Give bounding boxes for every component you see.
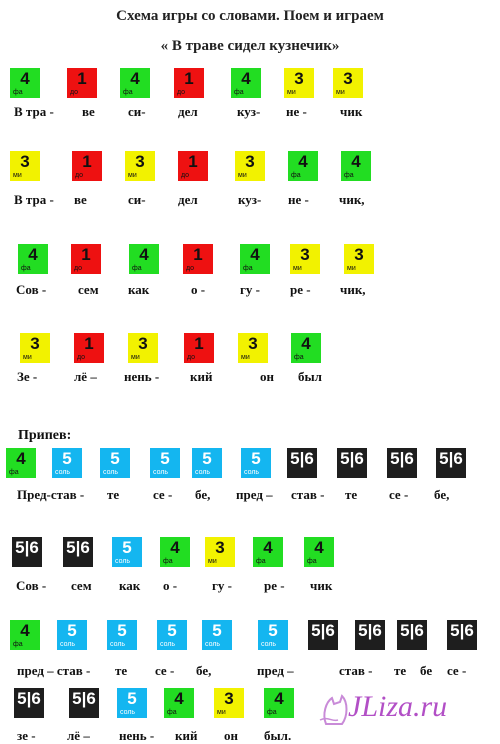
note-number: 5|6: [358, 621, 382, 640]
note-number: 5: [117, 621, 127, 640]
lyric-syllable: став -: [291, 487, 325, 502]
note-card: [355, 620, 385, 650]
note-number: 1: [81, 245, 91, 264]
note-card: [184, 333, 214, 363]
lyric-syllable: бе,: [195, 487, 211, 502]
note-number: 5|6: [390, 449, 414, 468]
lyric-syllable: чик,: [340, 282, 366, 297]
note-number: 5: [110, 449, 120, 468]
note-number: 3: [300, 245, 310, 264]
lyric-syllable: о -: [163, 578, 178, 593]
note-number: 5|6: [290, 449, 314, 468]
lyric-syllable: о -: [191, 282, 206, 297]
note-card: [74, 333, 104, 363]
note-card: [6, 448, 36, 478]
note-card: [333, 68, 363, 98]
note-name: ми: [131, 354, 140, 361]
note-name: ми: [128, 172, 137, 179]
note-number: 4: [263, 538, 273, 557]
note-card: [341, 151, 371, 181]
note-card: [164, 688, 194, 718]
note-number: 5: [122, 538, 132, 557]
lyric-syllable: лё –: [67, 728, 90, 743]
note-name: ми: [336, 89, 345, 96]
note-number: 4: [241, 69, 251, 88]
note-name: до: [74, 265, 82, 272]
note-name: соль: [160, 641, 176, 648]
lyric-syllable: гу -: [212, 578, 232, 593]
note-name: фа: [163, 558, 173, 565]
lyric-syllable: сем: [71, 578, 92, 593]
note-name: ми: [208, 558, 217, 565]
note-name: соль: [103, 469, 119, 476]
note-card: [240, 244, 270, 274]
lyric-syllable: не -: [286, 104, 307, 119]
lyric-syllable: те: [115, 663, 128, 678]
note-number: 5: [202, 449, 212, 468]
note-number: 3: [294, 69, 304, 88]
note-name: фа: [294, 354, 304, 361]
note-number: 4: [351, 152, 361, 171]
note-number: 3: [30, 334, 40, 353]
lyric-syllable: гу -: [240, 282, 260, 297]
note-name: соль: [115, 558, 131, 565]
lyric-syllable: се -: [389, 487, 409, 502]
lyric-syllable: он: [224, 728, 238, 743]
note-name: фа: [132, 265, 142, 272]
note-name: до: [70, 89, 78, 96]
page-title: Схема игры со словами. Поем и играем: [116, 8, 384, 24]
note-card: [205, 537, 235, 567]
note-card: [117, 688, 147, 718]
note-number: 5: [251, 449, 261, 468]
note-card: [183, 244, 213, 274]
song-title: « В траве сидел кузнечик»: [160, 38, 340, 54]
note-number: 3: [354, 245, 364, 264]
lyric-syllable: се -: [155, 663, 175, 678]
lyric-syllable: лё –: [74, 369, 97, 384]
lyric-syllable: куз-: [237, 104, 261, 119]
note-name: до: [187, 354, 195, 361]
note-name: до: [75, 172, 83, 179]
note-number: 4: [298, 152, 308, 171]
note-number: 3: [245, 152, 255, 171]
note-name: фа: [243, 265, 253, 272]
note-name: ми: [13, 172, 22, 179]
note-number: 3: [215, 538, 225, 557]
note-card: [178, 151, 208, 181]
note-number: 4: [16, 449, 26, 468]
lyric-syllable: чик: [340, 104, 363, 119]
note-number: 4: [170, 538, 180, 557]
note-card: [128, 333, 158, 363]
lyric-syllable: пред –: [236, 487, 273, 502]
note-number: 1: [188, 152, 198, 171]
note-card: [235, 151, 265, 181]
note-card: [264, 688, 294, 718]
lyric-syllable: чик,: [339, 192, 365, 207]
lyric-syllable: бе,: [196, 663, 212, 678]
lyric-syllable: Пред-став -: [17, 487, 85, 502]
note-name: соль: [120, 709, 136, 716]
note-card: [10, 68, 40, 98]
note-card: [120, 68, 150, 98]
lyric-syllable: как: [119, 578, 141, 593]
note-card: [387, 448, 417, 478]
note-card: [192, 448, 222, 478]
note-card: [107, 620, 137, 650]
note-card: [10, 151, 40, 181]
note-name: ми: [287, 89, 296, 96]
note-card: [344, 244, 374, 274]
note-card: [72, 151, 102, 181]
note-card: [436, 448, 466, 478]
note-number: 5: [160, 449, 170, 468]
note-card: [288, 151, 318, 181]
note-card: [157, 620, 187, 650]
note-name: фа: [291, 172, 301, 179]
note-name: фа: [13, 641, 23, 648]
note-card: [150, 448, 180, 478]
lyric-syllable: В тра -: [14, 192, 54, 207]
lyric-syllable: не -: [288, 192, 309, 207]
note-card: [308, 620, 338, 650]
note-number: 5: [127, 689, 137, 708]
note-name: соль: [60, 641, 76, 648]
note-number: 4: [28, 245, 38, 264]
note-card: [12, 537, 42, 567]
note-number: 1: [194, 334, 204, 353]
note-number: 3: [248, 334, 258, 353]
note-card: [304, 537, 334, 567]
note-number: 1: [193, 245, 203, 264]
note-number: 3: [138, 334, 148, 353]
note-name: фа: [256, 558, 266, 565]
note-number: 5: [268, 621, 278, 640]
note-card: [287, 448, 317, 478]
lyric-syllable: бе,: [434, 487, 450, 502]
lyric-syllable: кий: [190, 369, 213, 384]
note-name: фа: [21, 265, 31, 272]
lyric-syllable: кий: [175, 728, 198, 743]
note-card: [214, 688, 244, 718]
note-name: соль: [153, 469, 169, 476]
note-number: 1: [184, 69, 194, 88]
note-card: [253, 537, 283, 567]
note-name: фа: [267, 709, 277, 716]
note-number: 5|6: [311, 621, 335, 640]
lyric-syllable: ве: [74, 192, 87, 207]
note-number: 4: [314, 538, 324, 557]
note-card: [112, 537, 142, 567]
note-number: 5|6: [340, 449, 364, 468]
note-name: ми: [293, 265, 302, 272]
note-name: соль: [110, 641, 126, 648]
note-number: 5|6: [15, 538, 39, 557]
note-number: 5|6: [17, 689, 41, 708]
note-card: [14, 688, 44, 718]
note-card: [71, 244, 101, 274]
lyric-syllable: ве: [82, 104, 95, 119]
lyric-syllable: был: [298, 369, 322, 384]
lyric-syllable: бе: [420, 663, 433, 678]
note-name: до: [177, 89, 185, 96]
note-name: фа: [167, 709, 177, 716]
note-card: [337, 448, 367, 478]
note-name: фа: [13, 89, 23, 96]
note-number: 5|6: [66, 538, 90, 557]
note-card: [52, 448, 82, 478]
note-card: [174, 68, 204, 98]
note-number: 5|6: [450, 621, 474, 640]
note-card: [290, 244, 320, 274]
lyric-syllable: куз-: [238, 192, 262, 207]
note-number: 3: [224, 689, 234, 708]
note-name: до: [186, 265, 194, 272]
note-number: 3: [343, 69, 353, 88]
note-card: [397, 620, 427, 650]
note-number: 5: [62, 449, 72, 468]
note-card: [100, 448, 130, 478]
note-card: [160, 537, 190, 567]
note-name: ми: [23, 354, 32, 361]
lyric-syllable: чик: [310, 578, 333, 593]
note-card: [67, 68, 97, 98]
note-card: [63, 537, 93, 567]
note-number: 4: [301, 334, 311, 353]
lyric-syllable: В тра -: [14, 104, 54, 119]
note-card: [10, 620, 40, 650]
lyric-syllable: Сов -: [16, 282, 47, 297]
lyric-syllable: став -: [339, 663, 373, 678]
lyric-syllable: се -: [447, 663, 467, 678]
note-number: 4: [139, 245, 149, 264]
lyric-syllable: те: [394, 663, 407, 678]
note-card: [125, 151, 155, 181]
note-card: [258, 620, 288, 650]
note-number: 5: [212, 621, 222, 640]
note-number: 5: [67, 621, 77, 640]
note-card: [69, 688, 99, 718]
lyric-syllable: был.: [264, 728, 292, 743]
lyric-syllable: он: [260, 369, 274, 384]
lyric-syllable: ре -: [290, 282, 311, 297]
lyric-syllable: зе -: [17, 728, 36, 743]
note-card: [57, 620, 87, 650]
note-name: фа: [9, 469, 19, 476]
chorus-label: Припев:: [18, 428, 72, 443]
lyric-syllable: се -: [153, 487, 173, 502]
lyric-syllable: пред –: [257, 663, 294, 678]
note-number: 5|6: [72, 689, 96, 708]
lyric-syllable: как: [128, 282, 150, 297]
note-number: 5|6: [439, 449, 463, 468]
lyric-syllable: Зе -: [17, 369, 38, 384]
lyric-syllable: дел: [178, 192, 198, 207]
note-number: 4: [130, 69, 140, 88]
note-card: [284, 68, 314, 98]
note-number: 3: [20, 152, 30, 171]
lyric-syllable: сем: [78, 282, 99, 297]
note-number: 4: [174, 689, 184, 708]
note-name: ми: [241, 354, 250, 361]
note-name: до: [181, 172, 189, 179]
note-number: 3: [135, 152, 145, 171]
note-name: соль: [195, 469, 211, 476]
lyric-syllable: нень -: [119, 728, 155, 743]
note-card: [231, 68, 261, 98]
note-number: 1: [77, 69, 87, 88]
lyric-syllable: те: [345, 487, 358, 502]
note-name: ми: [347, 265, 356, 272]
note-name: фа: [123, 89, 133, 96]
note-card: [447, 620, 477, 650]
note-number: 1: [84, 334, 94, 353]
lyric-syllable: Сов -: [16, 578, 47, 593]
note-card: [241, 448, 271, 478]
note-name: фа: [307, 558, 317, 565]
note-number: 4: [20, 621, 30, 640]
note-card: [291, 333, 321, 363]
note-name: ми: [238, 172, 247, 179]
note-card: [202, 620, 232, 650]
note-number: 1: [82, 152, 92, 171]
note-name: фа: [234, 89, 244, 96]
logo-text: JLiza.ru: [348, 690, 448, 723]
lyric-syllable: те: [107, 487, 120, 502]
note-name: соль: [205, 641, 221, 648]
note-card: [20, 333, 50, 363]
note-name: фа: [344, 172, 354, 179]
note-name: соль: [55, 469, 71, 476]
note-name: соль: [244, 469, 260, 476]
note-card: [18, 244, 48, 274]
note-name: до: [77, 354, 85, 361]
lyric-syllable: си-: [128, 192, 146, 207]
lyric-syllable: дел: [178, 104, 198, 119]
lyric-syllable: ре -: [264, 578, 285, 593]
lyric-syllable: си-: [128, 104, 146, 119]
note-number: 4: [250, 245, 260, 264]
note-name: ми: [217, 709, 226, 716]
lyric-syllable: нень -: [124, 369, 160, 384]
note-number: 4: [274, 689, 284, 708]
note-card: [238, 333, 268, 363]
note-name: соль: [261, 641, 277, 648]
note-number: 4: [20, 69, 30, 88]
note-number: 5|6: [400, 621, 424, 640]
note-card: [129, 244, 159, 274]
lyric-syllable: пред – став -: [17, 663, 91, 678]
note-number: 5: [167, 621, 177, 640]
site-logo: [318, 690, 488, 730]
